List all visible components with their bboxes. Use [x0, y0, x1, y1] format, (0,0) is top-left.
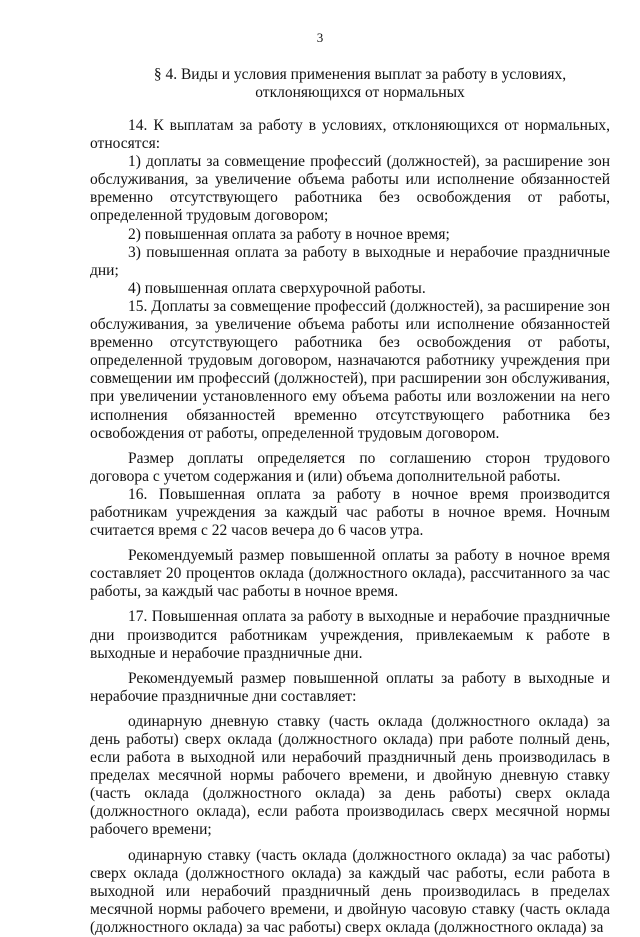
section-heading-line-1: § 4. Виды и условия применения выплат за работу в условиях, — [153, 66, 567, 83]
paragraph-17-rate: Рекомендуемый размер повышенной оплаты за работу в выходные и нерабочие праздничные дни составляет: — [90, 669, 610, 705]
page-number: 3 — [316, 30, 324, 45]
paragraph-15: 15. Доплаты за совмещение профессий (должностей), за расширение зон обслуживания, за увеличение объема работы или исполнение обязанностей временно отсутствующего работника без освобождения от работы, определенной трудовым договором, назначаются работнику учреждения при совмещении им профессий (должностей), при расширении зон обслуживания, при увеличении установленного ему объема работы или возложении на него исполнения обязанностей временно отсутствующего работника без освобождения от работы, определенной трудовым договором. — [90, 297, 610, 442]
paragraph-17-hourly-rate: одинарную ставку (часть оклада (должностного оклада) за час работы) сверх оклада (должностного оклада) за каждый час работы, если работа в выходной или нерабочий праздничный день производилась в пределах месячной нормы рабочего времени, и двойную часовую ставку (часть оклада (должностного оклада) за час работы) сверх оклада (должностного оклада) за — [90, 846, 610, 936]
paragraph-16: 16. Повышенная оплата за работу в ночное время производится работникам учреждения за каждый час работы в ночное время. Ночным считается время с 22 часов вечера до 6 часов утра. — [90, 485, 610, 540]
paragraph-14-item-1: 1) доплаты за совмещение профессий (должностей), за расширение зон обслуживания, за увеличение объема работы или исполнение обязанностей временно отсутствующего работника без освобождения от работы, определенной трудовым договором; — [90, 153, 610, 225]
paragraph-14-item-3: 3) повышенная оплата за работу в выходные и нерабочие праздничные дни; — [90, 243, 610, 279]
section-heading-line-2: отклоняющихся от нормальных — [255, 84, 465, 101]
paragraph-17: 17. Повышенная оплата за работу в выходные и нерабочие праздничные дни производится работникам учреждения, привлекаемым к работе в выходные и нерабочие праздничные дни. — [90, 608, 610, 662]
section-heading — [140, 66, 580, 102]
paragraph-17-daily-rate: одинарную дневную ставку (часть оклада (должностного оклада) за день работы) сверх оклада (должностного оклада) при работе полный день, если работа в выходной или нерабочий праздничный день производилась в пределах месячной нормы рабочего времени, и двойную дневную ставку (часть оклада (должностного оклада) за день работы) сверх оклада (должностного оклада), если работа производилась сверх месячной нормы рабочего времени; — [90, 712, 610, 839]
paragraph-15-size: Размер доплаты определяется по соглашению сторон трудового договора с учетом содержания и (или) объема дополнительной работы. — [90, 449, 610, 485]
paragraph-14-item-4: 4) повышенная оплата сверхурочной работы. — [128, 279, 426, 297]
paragraph-16-rate: Рекомендуемый размер повышенной оплаты за работу в ночное время составляет 20 процентов оклада (должностного оклада), рассчитанного за час работы, за каждый час работы в ночное время. — [90, 547, 610, 601]
document-body — [90, 117, 610, 937]
paragraph-14: 14. К выплатам за работу в условиях, отклоняющихся от нормальных, относятся: — [90, 117, 610, 153]
paragraph-14-item-2: 2) повышенная оплата за работу в ночное время; — [128, 225, 450, 243]
